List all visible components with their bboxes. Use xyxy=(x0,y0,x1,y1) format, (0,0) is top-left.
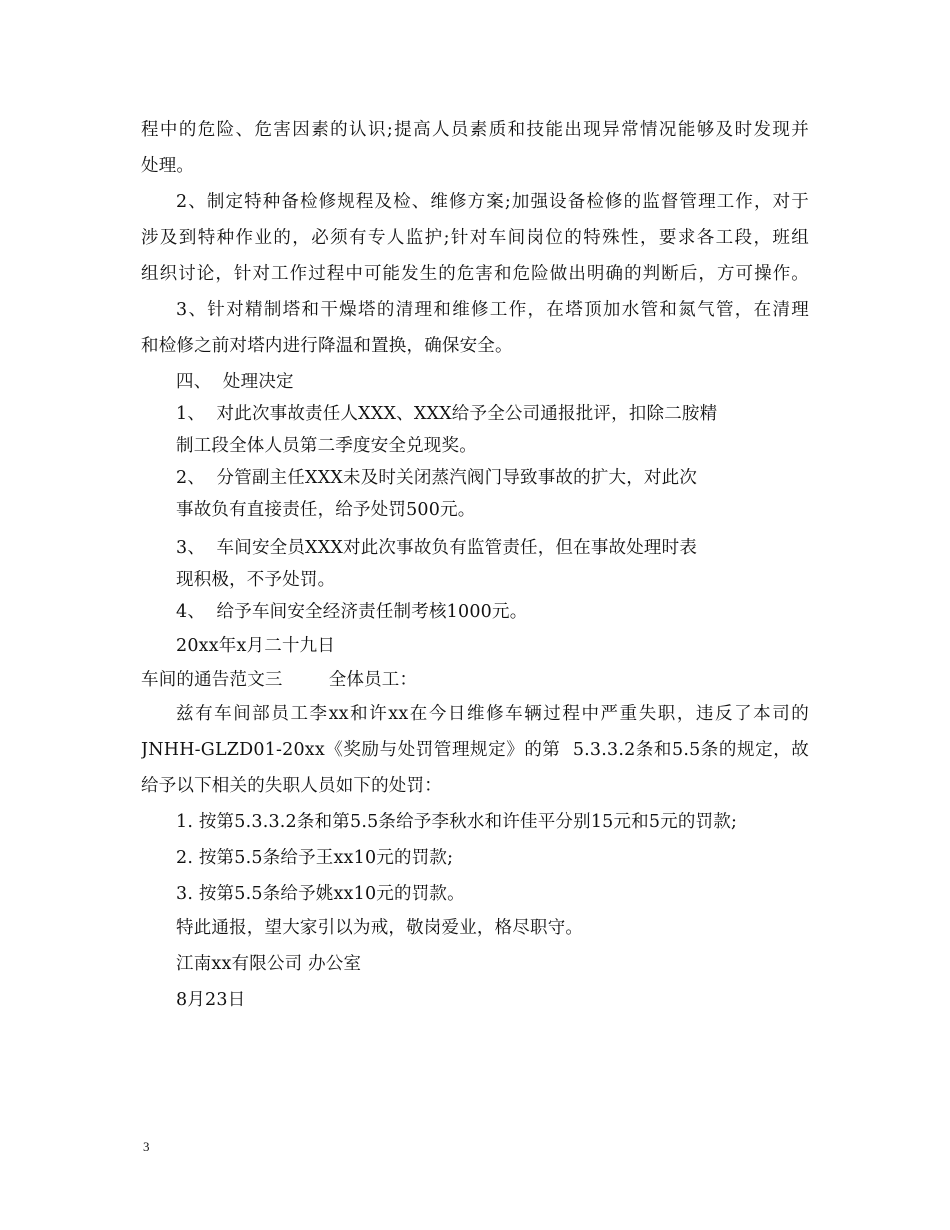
body-line: 2、制定特种备检修规程及检、维修方案;加强设备检修的监督管理工作，对于 xyxy=(176,192,809,212)
decision-item: 1、 对此次事故责任人XXX、XXX给予全公司通报批评，扣除二胺精 xyxy=(176,404,718,424)
body-line: 和检修之前对塔内进行降温和置换，确保安全。 xyxy=(141,336,513,356)
body-line: 3、针对精制塔和干燥塔的清理和维修工作，在塔顶加水管和氮气管，在清理 xyxy=(176,300,809,320)
signature-date: 8月23日 xyxy=(176,990,246,1010)
body-line: 处理。 xyxy=(141,156,195,176)
penalty-item: 1. 按第5.3.3.2条和第5.5条给予李秋水和许佳平分别15元和5元的罚款; xyxy=(176,812,738,832)
decision-item: 4、 给予车间安全经济责任制考核1000元。 xyxy=(176,602,528,622)
decision-item: 3、 车间安全员XXX对此次事故负有监管责任，但在事故处理时表 xyxy=(176,538,698,558)
notice-heading: 车间的通告范文三 全体员工： xyxy=(141,670,418,690)
penalty-item: 3. 按第5.5条给予姚xx10元的罚款。 xyxy=(176,884,465,904)
decision-item: 制工段全体人员第二季度安全兑现奖。 xyxy=(176,436,477,456)
body-line: 给予以下相关的失职人员如下的处罚： xyxy=(141,776,442,796)
closing-line: 特此通报，望大家引以为戒，敬岗爱业，格尽职守。 xyxy=(176,918,584,938)
body-line: 组织讨论，针对工作过程中可能发生的危害和危险做出明确的判断后，方可操作。 xyxy=(141,264,809,284)
date-line: 20xx年x月二十九日 xyxy=(176,636,336,656)
section-heading: 四、 处理决定 xyxy=(176,372,294,392)
decision-item: 事故负有直接责任，给予处罚500元。 xyxy=(176,500,476,520)
body-line: 兹有车间部员工李xx和许xx在今日维修车辆过程中严重失职，违反了本司的 xyxy=(176,704,809,724)
signature-line: 江南xx有限公司 办公室 xyxy=(176,954,362,974)
decision-item: 2、 分管副主任XXX未及时关闭蒸汽阀门导致事故的扩大，对此次 xyxy=(176,468,698,488)
penalty-item: 2. 按第5.5条给予王xx10元的罚款; xyxy=(176,848,454,868)
body-line: JNHH-GLZD01-20xx《奖励与处罚管理规定》的第 5.3.3.2条和5.5条的规定，故 xyxy=(141,740,809,760)
body-line: 程中的危险、危害因素的认识;提高人员素质和技能出现异常情况能够及时发现并 xyxy=(141,120,809,140)
page-number: 3 xyxy=(143,1139,150,1154)
decision-item: 现积极，不予处罚。 xyxy=(176,570,336,590)
body-line: 涉及到特种作业的，必须有专人监护;针对车间岗位的特殊性，要求各工段，班组 xyxy=(141,228,809,248)
